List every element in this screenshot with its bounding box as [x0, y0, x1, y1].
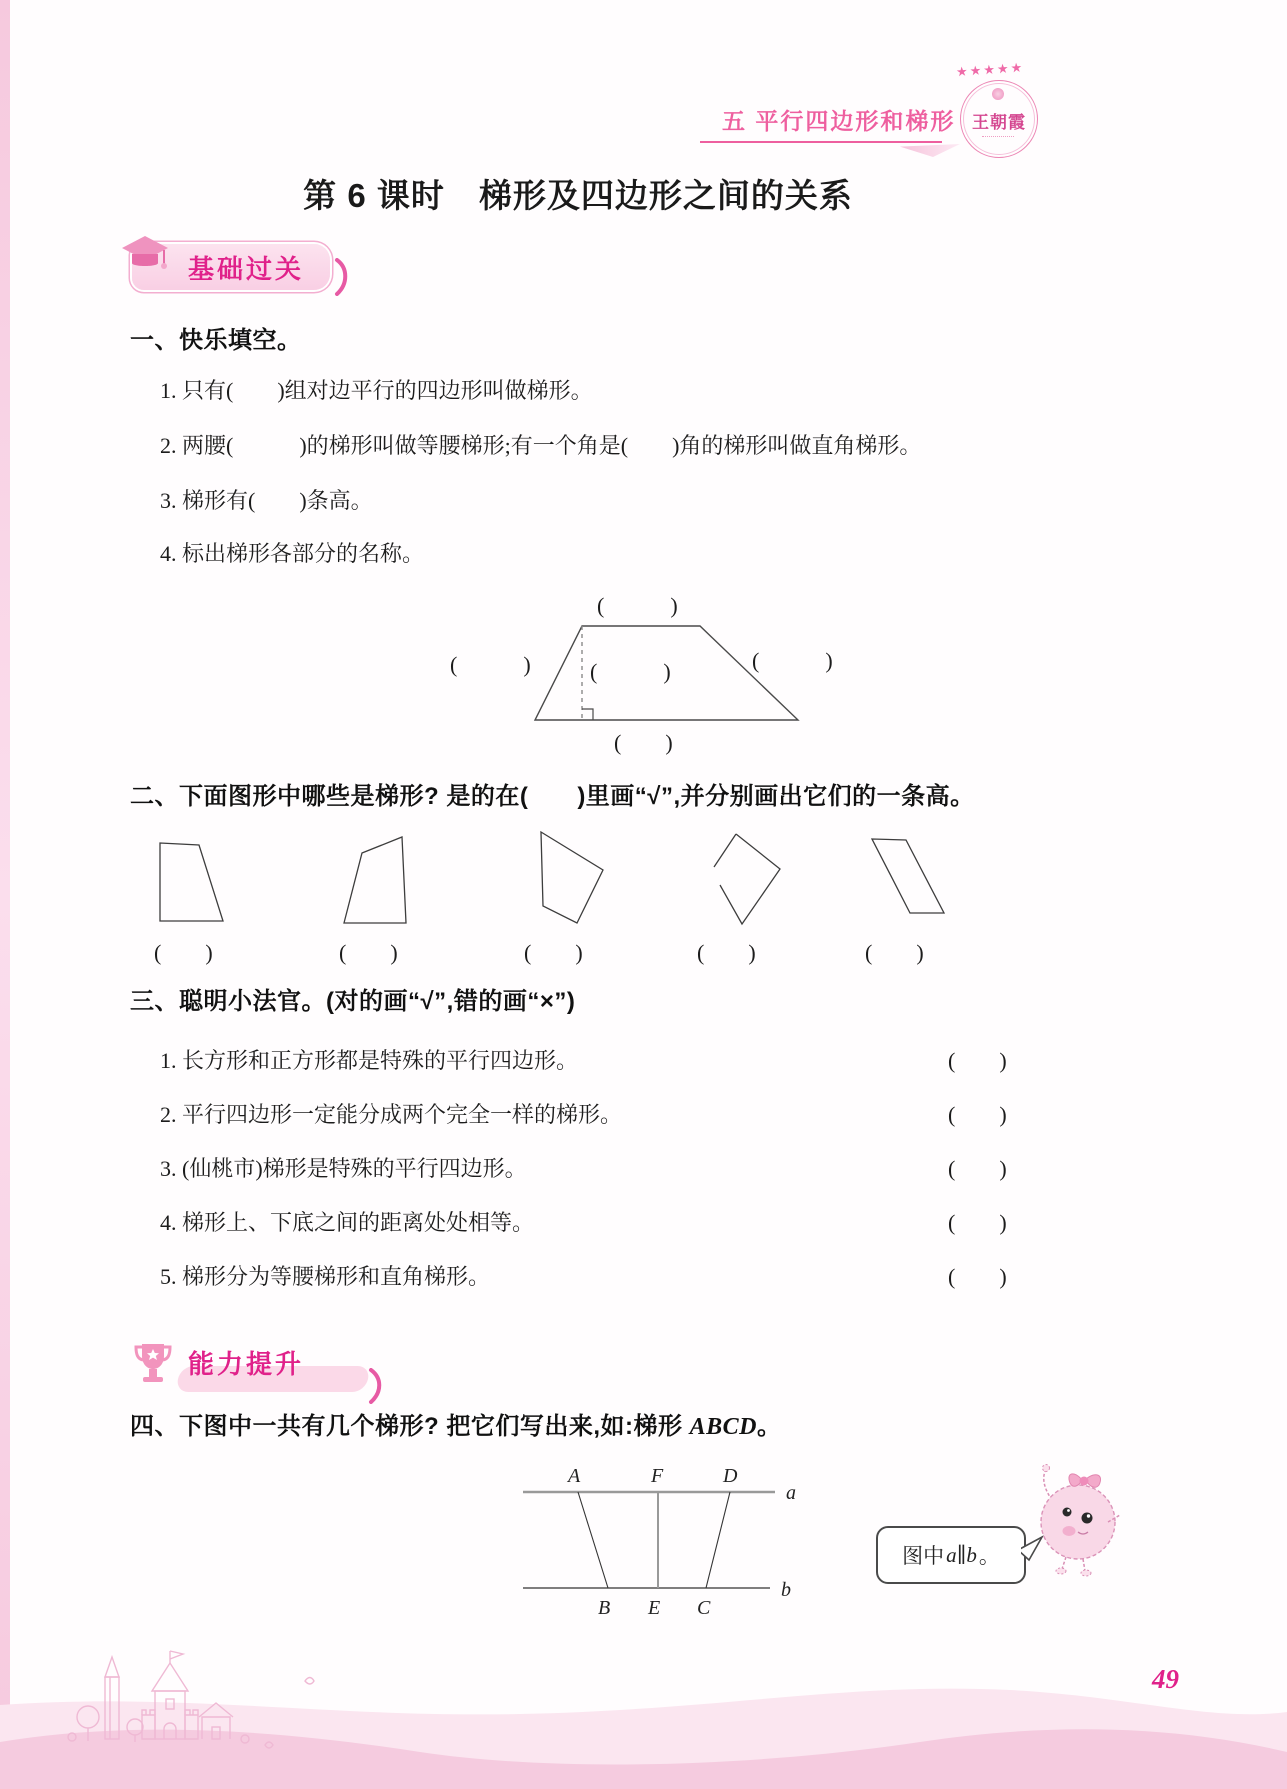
graduation-cap-icon	[118, 232, 172, 278]
segment-AB	[578, 1492, 608, 1588]
point-label-F: F	[651, 1465, 664, 1487]
badge-advanced-label: 能力提升	[188, 1349, 305, 1379]
point-label-D: D	[723, 1465, 738, 1487]
section3-item-1-blank: ( )	[948, 1048, 1007, 1073]
section4-heading-example: ABCD	[689, 1414, 758, 1440]
header-underline	[700, 141, 942, 143]
segment-DC	[706, 1492, 730, 1588]
section3-item-4: 4. 梯形上、下底之间的距离处处相等。	[160, 1210, 535, 1235]
point-label-C: C	[697, 1597, 711, 1619]
bubble-math: a∥b	[946, 1542, 977, 1567]
pig-mascot	[1020, 1460, 1138, 1580]
shape-1-trapezoid	[155, 831, 255, 931]
section3-item-2: 2. 平行四边形一定能分成两个完全一样的梯形。	[160, 1102, 623, 1127]
trapezoid-blank-center: ( )	[590, 659, 671, 684]
point-label-A: A	[568, 1465, 581, 1487]
section3-item-2-blank: ( )	[948, 1102, 1007, 1127]
section1-item-4: 4. 标出梯形各部分的名称。	[160, 541, 425, 566]
brand-stamp-logo	[948, 58, 1052, 166]
section4-heading-text: 四、下图中一共有几个梯形? 把它们写出来,如:梯形	[130, 1413, 690, 1440]
section2-heading: 二、下面图形中哪些是梯形? 是的在( )里画“√”,并分别画出它们的一条高。	[130, 783, 975, 810]
shape-3-quadrilateral	[525, 828, 625, 928]
bubble-period: 。	[978, 1544, 1000, 1568]
shape-5-parallelogram	[866, 833, 966, 933]
section3-item-5-blank: ( )	[948, 1264, 1007, 1289]
trapezoid-blank-bottom: ( )	[614, 730, 673, 755]
shape-4-answer-blank: ( )	[697, 940, 756, 965]
section3-item-4-blank: ( )	[948, 1210, 1007, 1235]
line-label-a: a	[786, 1482, 796, 1504]
point-label-E: E	[648, 1597, 661, 1619]
parallel-lines-diagram	[500, 1450, 810, 1635]
trapezoid-blank-left: ( )	[450, 652, 531, 677]
logo-stars-icon: ★★★★★	[955, 59, 1025, 80]
section1-item-1: 1. 只有( )组对边平行的四边形叫做梯形。	[160, 378, 593, 403]
section3-item-3-blank: ( )	[948, 1156, 1007, 1181]
footer-castle-drawing	[60, 1645, 360, 1775]
logo-emblem-icon	[992, 88, 1004, 100]
page-title: 第 6 课时 梯形及四边形之间的关系	[303, 177, 853, 214]
page-number: 49	[1152, 1664, 1179, 1694]
section1-item-3: 3. 梯形有( )条高。	[160, 488, 373, 513]
logo-name: 王朝霞	[972, 113, 1026, 132]
point-label-B: B	[598, 1597, 611, 1619]
bubble-text: 图中	[902, 1544, 945, 1568]
badge-advanced-tail-decoration	[368, 1368, 386, 1404]
logo-dots-decoration	[982, 132, 1014, 137]
left-edge-decoration	[0, 0, 10, 1789]
trophy-icon	[132, 1340, 174, 1390]
trapezoid-blank-right: ( )	[752, 648, 833, 673]
line-label-b: b	[781, 1579, 791, 1601]
shape-3-answer-blank: ( )	[524, 940, 583, 965]
speech-bubble	[876, 1526, 1026, 1584]
section1-heading: 一、快乐填空。	[130, 327, 302, 354]
section1-item-2: 2. 两腰( )的梯形叫做等腰梯形;有一个角是( )角的梯形叫做直角梯形。	[160, 433, 922, 458]
section3-item-3: 3. (仙桃市)梯形是特殊的平行四边形。	[160, 1156, 527, 1181]
section4-heading	[130, 1406, 782, 1441]
badge-basic-label: 基础过关	[188, 253, 305, 284]
shape-5-answer-blank: ( )	[865, 940, 924, 965]
right-angle-mark	[582, 709, 593, 720]
trapezoid-blank-top: ( )	[597, 593, 678, 618]
section4-heading-period: 。	[757, 1413, 782, 1440]
shape-4-open-figure	[698, 829, 798, 929]
shape-2-quadrilateral	[340, 831, 440, 931]
section3-item-1: 1. 长方形和正方形都是特殊的平行四边形。	[160, 1048, 579, 1073]
badge-basic-tail-decoration	[334, 258, 352, 296]
unit-header: 五 平行四边形和梯形	[722, 108, 956, 134]
shape-1-answer-blank: ( )	[154, 940, 213, 965]
section3-item-5: 5. 梯形分为等腰梯形和直角梯形。	[160, 1264, 491, 1289]
section3-heading: 三、聪明小法官。(对的画“√”,错的画“×”)	[130, 988, 576, 1015]
shape-2-answer-blank: ( )	[339, 940, 398, 965]
